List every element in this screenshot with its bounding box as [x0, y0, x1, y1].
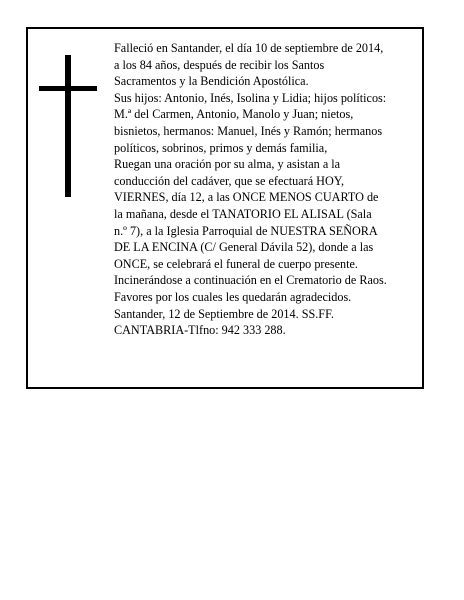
notice-line: políticos, sobrinos, primos y demás familia, — [114, 140, 328, 155]
notice-line: a los 84 años, después de recibir los Santos — [114, 57, 325, 72]
notice-line: Favores por los cuales les quedarán agradecidos. — [114, 289, 352, 304]
notice-line: M.ª del Carmen, Antonio, Manolo y Juan; nietos, — [114, 107, 354, 122]
notice-line: Santander, 12 de Septiembre de 2014. SS.FF. — [114, 306, 334, 321]
notice-line: bisnietos, hermanos: Manuel, Inés y Ramón; hermanos — [114, 123, 383, 138]
notice-line: CANTABRIA-Tlfno: 942 333 288. — [114, 323, 286, 338]
obituary-notice — [26, 27, 424, 389]
notice-line: VIERNES, día 12, a las ONCE MENOS CUARTO de — [114, 190, 379, 205]
notice-line: Incinerándose a continuación en el Crematorio de Raos. — [114, 273, 387, 288]
notice-line: Ruegan una oración por su alma, y asistan a la — [114, 157, 341, 172]
notice-line: n.º 7), a la Iglesia Parroquial de NUESTRA SEÑORA — [114, 223, 378, 238]
notice-line: Sus hijos: Antonio, Inés, Isolina y Lidia; hijos políticos: — [114, 90, 387, 105]
cross-vertical-bar — [65, 55, 71, 197]
notice-line: conducción del cadáver, que se efectuará HOY, — [114, 173, 345, 188]
notice-text — [114, 40, 426, 339]
cross-horizontal-bar — [39, 86, 97, 91]
notice-line: la mañana, desde el TANATORIO EL ALISAL (Sala — [114, 206, 372, 221]
notice-line: Sacramentos y la Bendición Apostólica. — [114, 74, 309, 89]
notice-line: DE LA ENCINA (C/ General Dávila 52), donde a las — [114, 240, 374, 255]
notice-line: ONCE, se celebrará el funeral de cuerpo presente. — [114, 256, 358, 271]
notice-line: Falleció en Santander, el día 10 de septiembre de 2014, — [114, 41, 384, 55]
